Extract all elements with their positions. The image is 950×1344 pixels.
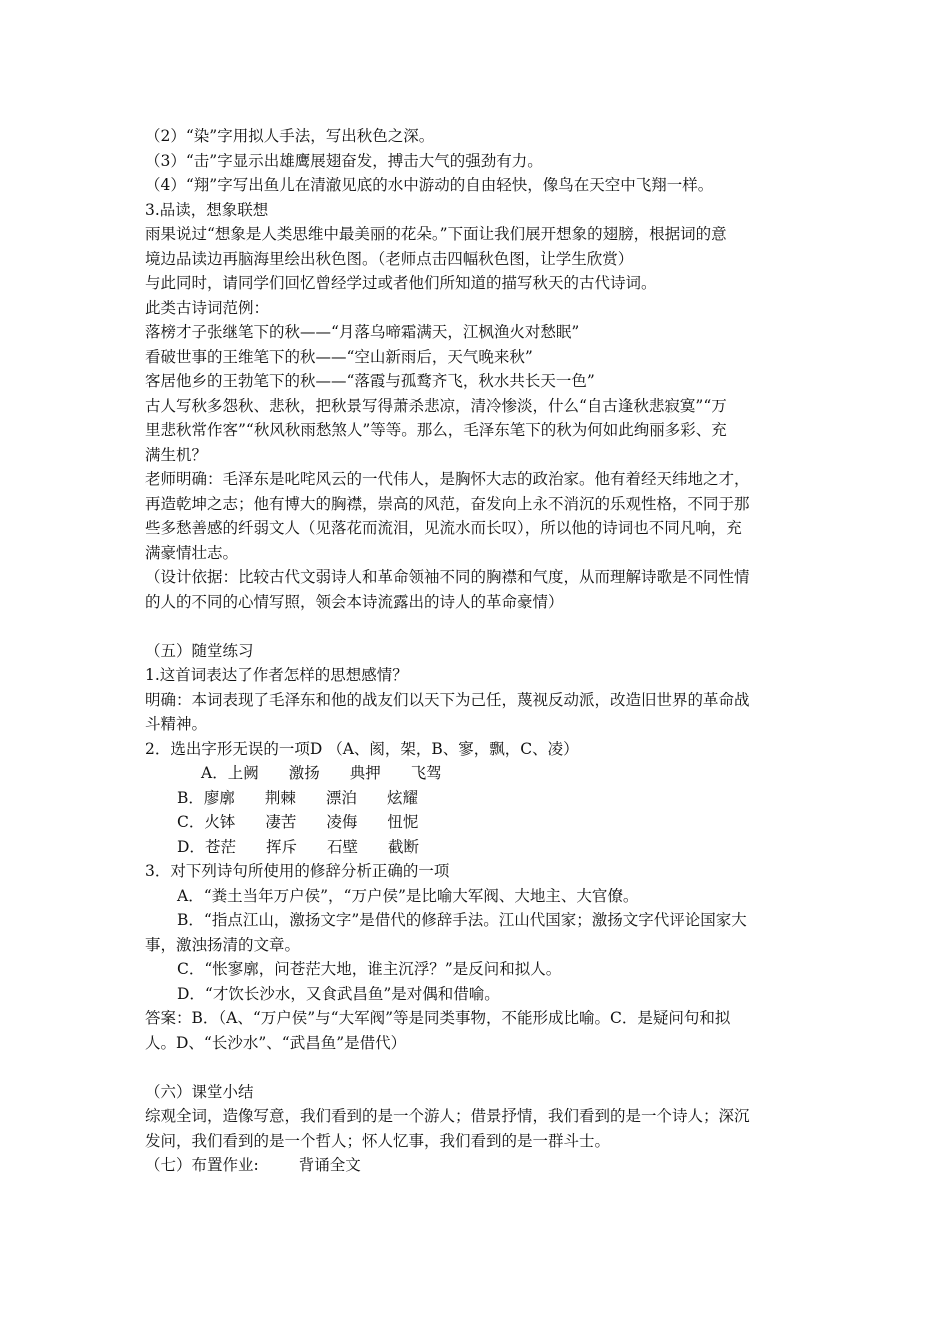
text-line: 3.品读，想象联想 bbox=[145, 200, 269, 219]
homework-line bbox=[145, 1153, 825, 1178]
homework-text: 背诵全文 bbox=[298, 1156, 361, 1174]
question-3-option-b-cont: 事，激浊扬清的文章。 bbox=[145, 935, 301, 954]
option-row bbox=[145, 835, 825, 860]
text-line: 斗精神。 bbox=[145, 715, 208, 733]
option-word: 上阙 bbox=[227, 764, 259, 782]
text-line: 2．选出字形无误的一项D （A、阂，架，B、寥，飘，C、凌） bbox=[145, 739, 579, 758]
text-line: 古人写秋多怨秋、悲秋，把秋景写得萧杀悲凉，清冷惨淡，什么“自古逢秋悲寂寞”“万 bbox=[145, 396, 727, 415]
text-line: 此类古诗词范例： bbox=[145, 298, 270, 317]
option-row bbox=[145, 761, 825, 786]
blank-line bbox=[145, 614, 825, 639]
text-line: （五）随堂练习 bbox=[145, 641, 254, 660]
analysis-section bbox=[145, 124, 825, 614]
question-3-option-a: A．“粪土当年万户侯”，“万户侯”是比喻大军阀、大地主、大官僚。 bbox=[177, 886, 639, 905]
question-3-option-c: C．“怅寥廓，问苍茫大地，谁主沉浮？”是反问和拟人。 bbox=[177, 960, 562, 978]
option-word: 漂泊 bbox=[325, 788, 357, 807]
text-line: 老师明确：毛泽东是叱咤风云的一代伟人，是胸怀大志的政治家。他有着经天纬地之才， bbox=[145, 470, 750, 488]
practice-section bbox=[145, 639, 825, 762]
blank-line bbox=[145, 1055, 825, 1080]
option-word: 火钵 bbox=[204, 813, 236, 831]
text-line: 综观全词，造像写意，我们看到的是一个游人；借景抒情，我们看到的是一个诗人；深沉 bbox=[145, 1107, 750, 1125]
text-line: 发问，我们看到的是一个哲人；怀人忆事，我们看到的是一群斗士。 bbox=[145, 1131, 611, 1150]
option-word: 典押 bbox=[349, 764, 381, 782]
text-line: 些多愁善感的纤弱文人（见落花而流泪，见流水而长叹），所以他的诗词也不同凡响，充 bbox=[145, 519, 742, 537]
option-word: 激扬 bbox=[288, 764, 320, 782]
answer-line: 答案：B．（A、“万户侯”与“大军阀”等是同类事物，不能形成比喻。C．是疑问句和拟 bbox=[145, 1009, 731, 1027]
text-line: （3）“击”字显示出雄鹰展翅奋发，搏击大气的强劲有力。 bbox=[145, 151, 543, 170]
text-line: 再造乾坤之志；他有博大的胸襟，崇高的风范，奋发向上永不消沉的乐观性格，不同于那 bbox=[145, 494, 750, 513]
text-line: 看破世事的王维笔下的秋——“空山新雨后，天气晚来秋” bbox=[145, 347, 533, 366]
text-line: （2）“染”字用拟人手法，写出秋色之深。 bbox=[145, 127, 435, 145]
option-word: 挥斥 bbox=[265, 837, 297, 856]
text-line: （设计依据：比较古代文弱诗人和革命领袖不同的胸襟和气度，从而理解诗歌是不同性情 bbox=[145, 568, 750, 586]
option-word: 凌侮 bbox=[326, 813, 358, 831]
text-line: 境边品读边再脑海里绘出秋色图。（老师点击四幅秋色图，让学生欣赏） bbox=[145, 249, 634, 268]
option-label: A． bbox=[201, 764, 228, 782]
text-line: 与此同时，请同学们回忆曾经学过或者他们所知道的描写秋天的古代诗词。 bbox=[145, 274, 657, 292]
option-word: 凄苦 bbox=[265, 813, 297, 831]
summary-section bbox=[145, 1080, 825, 1154]
question-3: 3．对下列诗句所使用的修辞分析正确的一项 bbox=[145, 862, 450, 880]
option-label: C． bbox=[177, 813, 205, 831]
option-label: D． bbox=[177, 837, 205, 856]
option-word: 飞驾 bbox=[410, 764, 442, 782]
word-options bbox=[145, 761, 825, 859]
text-line: （六）课堂小结 bbox=[145, 1082, 254, 1101]
option-row bbox=[145, 786, 825, 811]
text-line: 满生机？ bbox=[145, 445, 208, 464]
answer-line-cont: 人。D、“长沙水”、“武昌鱼”是借代） bbox=[145, 1033, 407, 1052]
text-line: 的人的不同的心情写照，领会本诗流露出的诗人的革命豪情） bbox=[145, 592, 564, 611]
homework-label: （七）布置作业: bbox=[145, 1156, 259, 1174]
text-line: 1.这首词表达了作者怎样的思想感情？ bbox=[145, 666, 408, 684]
option-word: 截断 bbox=[387, 837, 419, 856]
option-word: 廖廓 bbox=[203, 788, 235, 807]
option-word: 忸怩 bbox=[387, 813, 419, 831]
question-3-option-d: D．“才饮长沙水，又食武昌鱼”是对偶和借喻。 bbox=[177, 984, 500, 1003]
option-word: 荆棘 bbox=[264, 788, 296, 807]
text-line: （4）“翔”字写出鱼儿在清澈见底的水中游动的自由轻快，像鸟在天空中飞翔一样。 bbox=[145, 176, 714, 194]
text-line: 里悲秋常作客”“秋风秋雨愁煞人”等等。那么，毛泽东笔下的秋为何如此绚丽多彩、充 bbox=[145, 421, 727, 439]
text-line: 落榜才子张继笔下的秋——“月落乌啼霜满天，江枫渔火对愁眠” bbox=[145, 323, 580, 341]
option-word: 石壁 bbox=[326, 837, 358, 856]
document-page bbox=[145, 124, 825, 1178]
option-word: 炫耀 bbox=[386, 788, 418, 807]
option-label: B． bbox=[177, 788, 204, 807]
option-row bbox=[145, 810, 825, 835]
question-3-option-b: B．“指点江山，激扬文字”是借代的修辞手法。江山代国家；激扬文字代评论国家大 bbox=[177, 911, 747, 929]
text-line: 满豪情壮志。 bbox=[145, 543, 239, 562]
text-line: 明确：本词表现了毛泽东和他的战友们以天下为己任，蔑视反动派，改造旧世界的革命战 bbox=[145, 690, 750, 709]
option-word: 苍茫 bbox=[204, 837, 236, 856]
text-line: 客居他乡的王勃笔下的秋——“落霞与孤鹜齐飞，秋水共长天一色” bbox=[145, 372, 595, 390]
text-line: 雨果说过“想象是人类思维中最美丽的花朵。”下面让我们展开想象的翅膀，根据词的意 bbox=[145, 225, 727, 243]
